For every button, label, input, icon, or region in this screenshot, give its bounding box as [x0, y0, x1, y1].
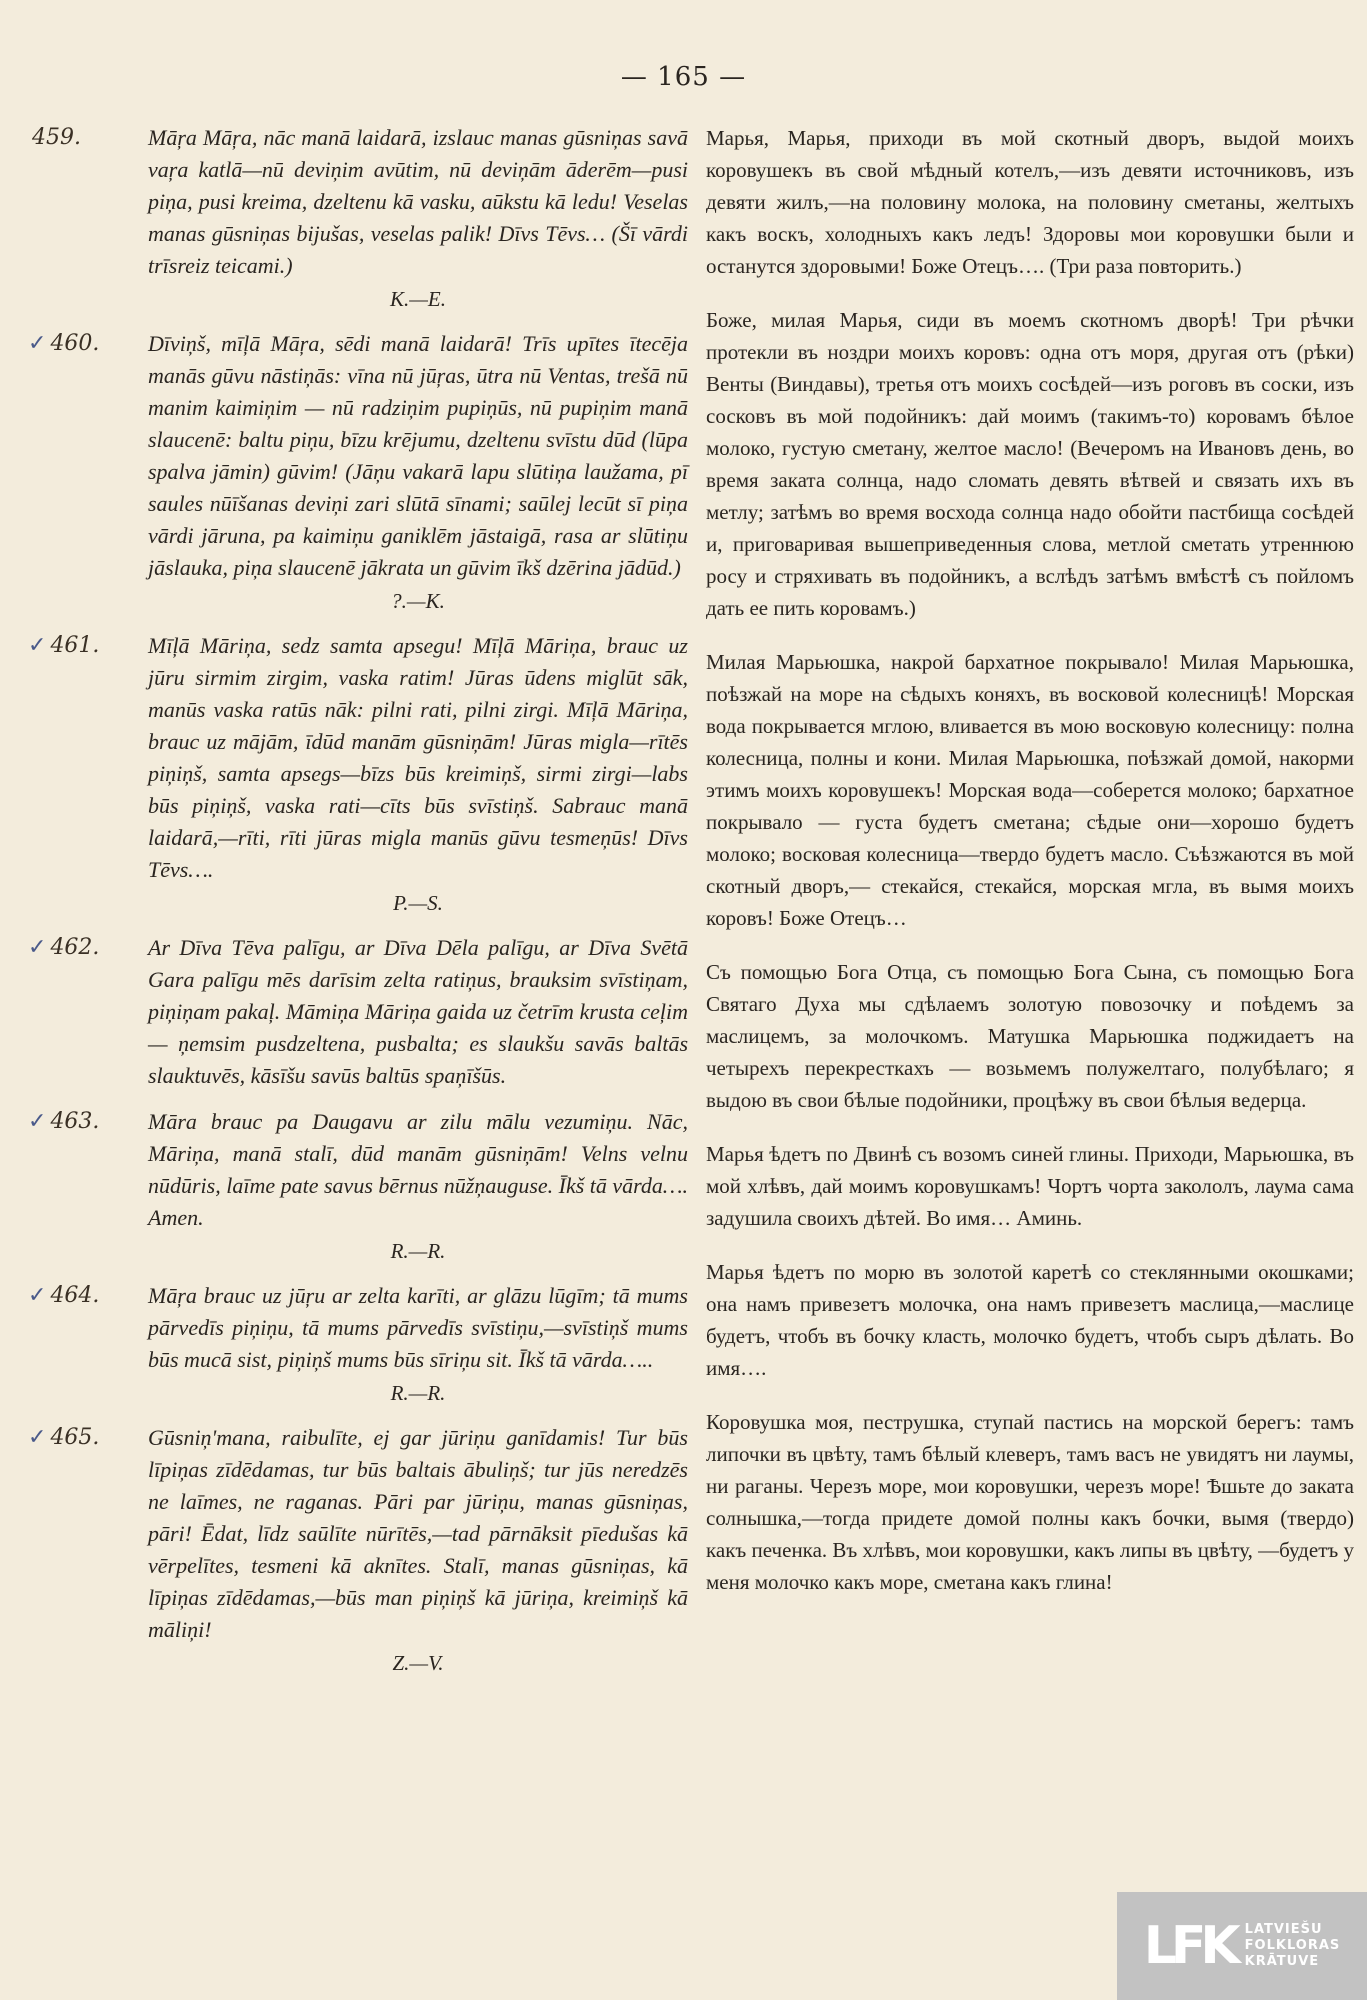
check-mark-icon: ✓	[28, 331, 47, 356]
entry-number: ✓ 463.	[28, 1109, 100, 1134]
entry-465	[28, 1422, 688, 1678]
source-attribution: ?.—K.	[391, 589, 445, 613]
russian-translation-461: Милая Марьюшка, накрой бархатное покрывало! Милая Марьюшка, поѣзжай на море на сѣдыхъ коняхъ, въ восковой колесницѣ! Морская вода покрывается мглою, вливается въ мою восковую колесницу: полна колесница, полны и кони. Милая Марьюшка, поѣзжай домой, накорми этимъ моихъ коровушекъ! Морская вода—соберется молоко; бархатное покрывало — густа будетъ сметана; сѣдые они—хорошо будетъ молоко; восковая колесница—твердо будетъ масло. Съѣзжаются въ мой скотный дворъ,— стекайся, стекайся, морская мгла, въ вымя моихъ коровъ! Боже Отецъ…	[706, 650, 1354, 930]
entry-460	[28, 328, 688, 616]
entry-number: ✓ 464.	[28, 1283, 100, 1308]
entry-number: ✓ 460.	[28, 331, 100, 356]
russian-column	[706, 122, 1354, 1620]
latvian-text: Dīviņš, mīļā Māŗa, sēdi manā laidarā! Trīs upītes ītecēja manās gūvu nāstiņās: vīna nū jūŗas, ūtra nū Ventas, trešā nū manim kaimiņim — nū radziņim pupiņūs, nū pupiņim manā slaucenē: baltu piņu, bīzu krējumu, dzeltenu svīstu dūd (lūpa spalva jāmin) gūvim! (Jāņu vakarā lapu slūtiņa laužama, pī saules nūīšanas deviņi zari slūtā sīnami; saūlej lecūt sī piņa vārdi jāruna, pa kaimiņu ganiklēm jāstaigā, rasa ar slūtiņu jāslauka, piņa slaucenē jākrata un gūvim īkš dzērina jādūd.)	[148, 331, 688, 580]
page-number: — 165 —	[620, 62, 747, 92]
check-mark-icon: ✓	[28, 633, 47, 658]
russian-translation-465: Коровушка моя, пеструшка, ступай пастись на морской берегъ: тамъ липочки въ цвѣту, тамъ бѣлый клеверъ, тамъ васъ не увидятъ ни лаумы, ни раганы. Черезъ море, мои коровушки, черезъ море! Ѣшьте до заката солнышка,—тогда придете домой полны какъ бочки, вымя (твердо) какъ печенка. Въ хлѣвъ, мои коровушки, какъ липы въ цвѣту, —будетъ у меня молочко какъ море, сметана какъ глина!	[706, 1410, 1354, 1594]
entry-number: ✓ 465.	[28, 1425, 100, 1450]
latvian-column	[28, 122, 688, 1692]
source-attribution: P.—S.	[393, 891, 443, 915]
entry-464	[28, 1280, 688, 1408]
latvian-text: Māŗa Māŗa, nāc manā laidarā, izslauc manas gūsniņas savā vaŗa katlā—nū deviņim avūtim, nū deviņām āderēm—pusi piņa, pusi kreima, dzeltenu kā vasku, aūkstu kā ledu! Veselas manas gūsniņas bijušas, veselas palik! Dīvs Tēvs… (Šī vārdi trīsreiz teicami.)	[148, 125, 688, 278]
russian-translation-464: Марья ѣдетъ по морю въ золотой каретѣ со стеклянными окошками; она намъ привезетъ молочка, она намъ привезетъ маслица,—маслице будетъ, чтобъ въ бочку класть, молочко будетъ, чтобъ сыръ дѣлать. Во имя….	[706, 1260, 1354, 1380]
latvian-text: Gūsniņ'mana, raibulīte, ej gar jūriņu ganīdamis! Tur būs līpiņas zīdēdamas, tur būs baltais ābuliņš; tur jūs neredzēs ne laīmes, ne raganas. Pāri par jūriņu, manas gūsniņas, pāri! Ēdat, līdz saūlīte nūrītēs,—tad pārnāksit pīedušas kā vērpelītes, tesmeni kā aknītes. Stalī, manas gūsniņas, kā līpiņas zīdēdamas,—būs man piņiņš kā jūriņa, kreimiņš kā māliņi!	[148, 1425, 688, 1642]
entry-number: 459.	[32, 125, 81, 150]
latvian-text: Mīļā Māriņa, sedz samta apsegu! Mīļā Māriņa, brauc uz jūru sirmim zirgim, vaska ratim! Jūras ūdens miglūt sāk, manūs vaska ratūs nāk: pilni rati, pilni zirgi. Mīļā Māriņa, brauc uz mājām, īdūd manām gūsniņām! Jūras migla—rītēs piņiņš, samta apsegs—bīzs būs kreimiņš, sirmi zirgi—labs būs piņiņš, vaska rati—cīts būs svīstiņš. Sabrauc manā laidarā,—rīti, rīti jūras migla manūs gūvu tesmeņūs! Dīvs Tēvs….	[148, 633, 688, 882]
source-attribution: R.—R.	[390, 1239, 446, 1263]
latvian-text: Māŗa brauc uz jūŗu ar zelta karīti, ar glāzu lūgīm; tā mums pārvedīs piņiņu, tā mums pārvedīs svīstiņu,—svīstiņš mums būs mucā sist, piņiņš mums būs sīriņu sit. Īkš tā vārda…..	[148, 1283, 688, 1372]
check-mark-icon: ✓	[28, 1283, 47, 1308]
russian-translation-463: Марья ѣдетъ по Двинѣ съ возомъ синей глины. Приходи, Марьюшка, въ мой хлѣвъ, дай моимъ коровушкамъ! Чортъ чорта закололъ, лаума сама задушила своихъ дѣтей. Во имя… Аминь.	[706, 1142, 1354, 1230]
russian-translation-459: Марья, Марья, приходи въ мой скотный дворъ, выдой моихъ коровушекъ въ свой мѣдный котелъ,—изъ девяти источниковъ, изъ девяти жилъ,—на половину молока, на половину сметаны, желтыхъ какъ воскъ, холодныхъ какъ ледъ! Здоровы мои коровушки были и останутся здоровыми! Боже Отецъ…. (Три раза повторить.)	[706, 126, 1354, 278]
source-attribution: Z.—V.	[392, 1651, 444, 1675]
entry-459	[28, 122, 688, 314]
source-attribution: K.—E.	[389, 287, 446, 311]
russian-translation-460: Боже, милая Марья, сиди въ моемъ скотномъ дворѣ! Три рѣчки протекли въ ноздри моихъ коровъ: одна отъ моря, другая отъ (рѣки) Венты (Виндавы), третья отъ моихъ сосѣдей—изъ роговъ въ соски, изъ сосковъ въ мой подойникъ: дай моимъ (такимъ-то) коровамъ бѣлое молоко, густую сметану, желтое масло! (Вечеромъ на Ивановъ день, во время заката солнца, надо сломать девять вѣтвей и связать ихъ въ метлу; затѣмъ во время восхода солнца надо обойти пастбища сосѣдей и, приговаривая вышеприведенныя слова, метлой сметать утреннюю росу и стряхивать въ подойникъ, а вслѣдъ затѣмъ вмѣстѣ съ пойломъ дать ее пить коровамъ.)	[706, 308, 1354, 620]
check-mark-icon: ✓	[28, 1425, 47, 1450]
entry-461	[28, 630, 688, 918]
latvian-text: Māra brauc pa Daugavu ar zilu mālu vezumiņu. Nāc, Māriņa, manā stalī, dūd manām gūsniņām! Velns velnu nūdūris, laīme pate savus bērnus nūžņauguse. Īkš tā vārda…. Amen.	[148, 1109, 688, 1230]
archive-logo	[1117, 1892, 1367, 2000]
entry-462	[28, 932, 688, 1092]
russian-translation-462: Съ помощью Бога Отца, съ помощью Бога Сына, съ помощью Бога Святаго Духа мы сдѣлаемъ золотую повозочку и поѣдемъ за маслицемъ, за молочкомъ. Матушка Марьюшка поджидаетъ на четырехъ перекресткахъ — возьмемъ полужелтаго, полубѣлаго; я выдою въ свои бѣлые подойники, процѣжу въ свои бѣлыя ведерца.	[706, 960, 1354, 1112]
check-mark-icon: ✓	[28, 935, 47, 960]
logo-mark-icon: LFK	[1143, 1916, 1235, 1976]
entry-463	[28, 1106, 688, 1266]
source-attribution: R.—R.	[390, 1381, 446, 1405]
logo-text: LATVIEŠU FOLKLORAS KRĀTUVE	[1244, 1922, 1341, 1969]
latvian-text: Ar Dīva Tēva palīgu, ar Dīva Dēla palīgu, ar Dīva Svētā Gara palīgu mēs darīsim zelta ratiņus, brauksim svīstiņam, piņiņam pakaļ. Māmiņa Māriņa gaida uz četrīm krusta ceļim — ņemsim pusdzeltena, pusbalta; es slaukšu savās baltās slauktuvēs, kāsīšu savūs baltūs spaņīšūs.	[148, 935, 688, 1088]
entry-number: ✓ 461.	[28, 633, 100, 658]
check-mark-icon: ✓	[28, 1109, 47, 1134]
entry-number: ✓ 462.	[28, 935, 100, 960]
